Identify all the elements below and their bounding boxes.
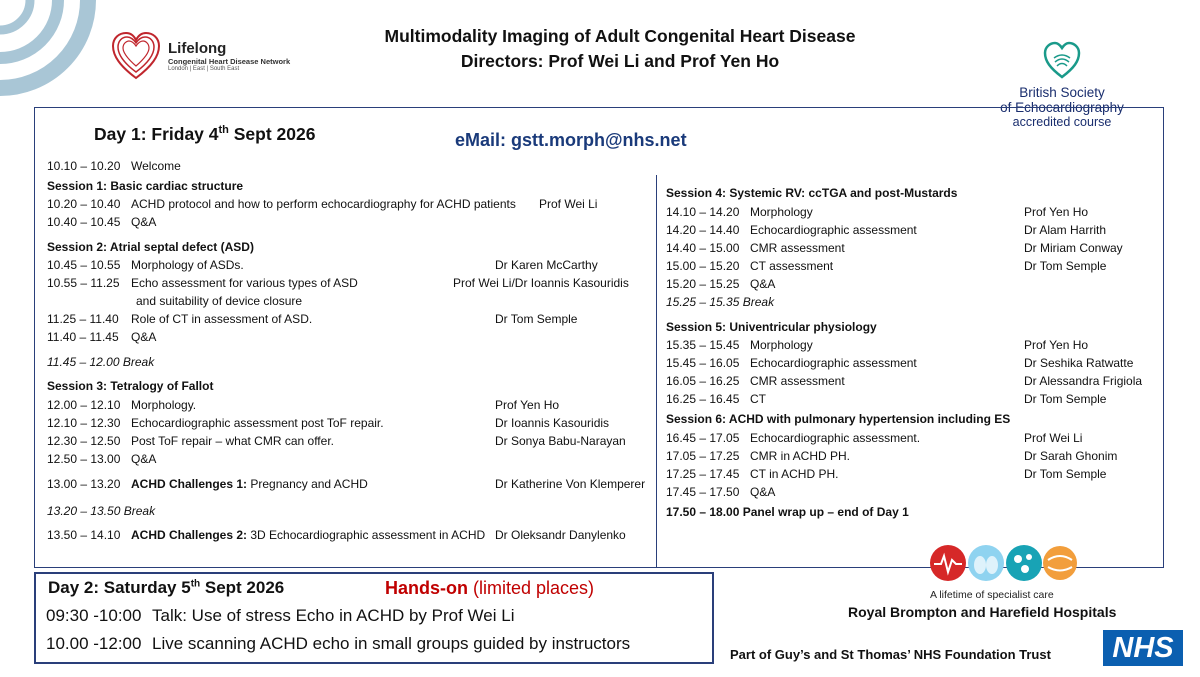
cells-icon	[1006, 545, 1042, 581]
schedule-time: 10.10 – 10.20	[47, 159, 121, 173]
schedule-time: 15.20 – 15.25	[666, 277, 740, 291]
schedule-row	[47, 276, 629, 291]
day1-heading: Day 1: Friday 4th Sept 2026	[94, 124, 316, 144]
schedule-time: 15.45 – 16.05	[666, 356, 740, 370]
schedule-row	[666, 392, 1107, 407]
schedule-time: 17.45 – 17.50	[666, 485, 740, 499]
schedule-speaker: Dr Alam Harrith	[1024, 223, 1107, 237]
contact-email[interactable]: eMail: gstt.morph@nhs.net	[455, 130, 687, 150]
schedule-row	[666, 241, 1123, 256]
schedule-topic: Echo assessment for various types of ASD	[131, 276, 358, 290]
schedule-row	[47, 258, 598, 273]
schedule-topic: Echocardiographic assessment	[750, 356, 917, 370]
schedule-speaker: Dr Katherine Von Klemperer	[495, 477, 646, 491]
lifelong-name: Lifelong	[168, 40, 227, 57]
schedule-time: 10.20 – 10.40	[47, 197, 121, 211]
schedule-time: 16.25 – 16.45	[666, 392, 740, 406]
schedule-topic: ACHD protocol and how to perform echocardiography for ACHD patients	[131, 197, 516, 211]
schedule-row	[47, 159, 181, 174]
schedule-topic: Morphology.	[131, 398, 197, 412]
schedule-time: 13.50 – 14.10	[47, 528, 121, 542]
schedule-speaker: Dr Seshika Ratwatte	[1024, 356, 1134, 370]
decorative-arcs-icon	[0, 0, 115, 110]
schedule-row	[666, 277, 775, 292]
schedule-row	[666, 259, 1107, 274]
schedule-row	[47, 477, 646, 492]
schedule-time: 12.50 – 13.00	[47, 452, 121, 466]
day2-row: 09:30 -10:00 Talk: Use of stress Echo in ACHD by Prof Wei Li	[46, 606, 515, 625]
schedule-speaker: Prof Yen Ho	[495, 398, 560, 412]
schedule-speaker: Dr Ioannis Kasouridis	[495, 416, 610, 430]
schedule-topic: Morphology	[750, 338, 813, 352]
schedule-speaker: Dr Alessandra Frigiola	[1024, 374, 1143, 388]
session-header: Session 6: ACHD with pulmonary hypertension including ES	[666, 412, 1011, 426]
schedule-time: 16.45 – 17.05	[666, 431, 740, 445]
bse-line-2: of Echocardiography	[1000, 100, 1124, 115]
schedule-row	[47, 434, 626, 449]
schedule-speaker: Dr Miriam Conway	[1024, 241, 1123, 255]
schedule-row	[47, 312, 578, 327]
schedule-row	[47, 215, 156, 230]
schedule-topic: Echocardiographic assessment.	[750, 431, 921, 445]
title-line-2: Directors: Prof Wei Li and Prof Yen Ho	[460, 51, 780, 71]
schedule-speaker: Prof Wei Li	[1024, 431, 1083, 445]
schedule-speaker: Dr Karen McCarthy	[495, 258, 598, 272]
schedule-topic: Echocardiographic assessment	[750, 223, 917, 237]
schedule-topic: CT in ACHD PH.	[750, 467, 839, 481]
schedule-row	[47, 416, 610, 431]
schedule-topic: CMR in ACHD PH.	[750, 449, 851, 463]
schedule-topic: Q&A	[750, 277, 776, 291]
schedule-row	[666, 374, 1143, 389]
rbh-logo-icons	[928, 542, 1078, 584]
bse-heart-icon	[1042, 40, 1082, 80]
lifelong-subtitle: Congenital Heart Disease Network	[168, 57, 291, 66]
schedule-time: 14.40 – 15.00	[666, 241, 740, 255]
schedule-speaker: Dr Sarah Ghonim	[1024, 449, 1118, 463]
schedule-speaker: Dr Tom Semple	[1024, 467, 1107, 481]
challenge-tag: ACHD Challenges 2:	[131, 528, 248, 542]
schedule-speaker: Dr Tom Semple	[495, 312, 578, 326]
schedule-time: 12.10 – 12.30	[47, 416, 121, 430]
schedule-row	[47, 452, 156, 467]
schedule-time: 17.25 – 17.45	[666, 467, 740, 481]
bse-line-3: accredited course	[1012, 115, 1112, 129]
page-title	[300, 24, 940, 74]
schedule-topic: Q&A	[131, 215, 157, 229]
schedule-time: 12.00 – 12.10	[47, 398, 121, 412]
schedule-topic: Welcome	[131, 159, 181, 173]
schedule-time: 12.30 – 12.50	[47, 434, 121, 448]
schedule-speaker: Dr Tom Semple	[1024, 392, 1107, 406]
schedule-topic: 3D Echocardiographic assessment in ACHD	[250, 528, 486, 542]
schedule-speaker: Dr Tom Semple	[1024, 259, 1107, 273]
schedule-time: 17.05 – 17.25	[666, 449, 740, 463]
day1-panel	[34, 107, 1164, 568]
schedule-time: 16.05 – 16.25	[666, 374, 740, 388]
lifelong-locations: London | East | South East	[168, 66, 240, 72]
column-divider	[656, 175, 657, 568]
break-row: 15.25 – 15.35 Break	[666, 295, 775, 309]
schedule-row	[666, 205, 1089, 220]
lungs-icon	[968, 545, 1004, 581]
schedule-row	[666, 449, 1118, 464]
schedule-row	[666, 338, 1089, 353]
schedule-topic: Morphology of ASDs.	[131, 258, 244, 272]
session-header: Session 4: Systemic RV: ccTGA and post-Mustards	[666, 186, 958, 200]
schedule-row	[666, 467, 1107, 482]
session-header: Session 3: Tetralogy of Fallot	[47, 379, 214, 393]
schedule-time: 11.40 – 11.45	[47, 330, 119, 344]
session-header: Session 2: Atrial septal defect (ASD)	[47, 240, 254, 254]
schedule-time: 11.25 – 11.40	[47, 312, 119, 326]
schedule-topic: CMR assessment	[750, 241, 845, 255]
schedule-row	[47, 330, 156, 345]
schedule-speaker: Dr Oleksandr Danylenko	[495, 528, 626, 542]
day2-heading: Day 2: Saturday 5th Sept 2026	[48, 578, 285, 597]
schedule-speaker: Prof Wei Li/Dr Ioannis Kasouridis	[453, 276, 629, 290]
schedule-speaker: Prof Yen Ho	[1024, 205, 1089, 219]
schedule-speaker: Prof Yen Ho	[1024, 338, 1089, 352]
day2-row: 10.00 -12:00 Live scanning ACHD echo in small groups guided by instructors	[46, 634, 631, 653]
schedule-time: 10.40 – 10.45	[47, 215, 121, 229]
title-line-1: Multimodality Imaging of Adult Congenital Heart Disease	[384, 26, 856, 46]
nhs-logo: NHS	[1103, 630, 1183, 666]
schedule-time: 10.55 – 11.25	[47, 276, 120, 290]
schedule-topic: CT	[750, 392, 766, 406]
schedule-time: 14.10 – 14.20	[666, 205, 740, 219]
bse-line-1: British Society	[1019, 85, 1105, 100]
session-header: Session 5: Univentricular physiology	[666, 320, 877, 334]
schedule-speaker: Prof Wei Li	[539, 197, 598, 211]
session-header: Session 1: Basic cardiac structure	[47, 179, 244, 193]
schedule-topic: CT assessment	[750, 259, 834, 273]
lifelong-heart-icon	[110, 30, 162, 82]
guys-trust-text: Part of Guy’s and St Thomas’ NHS Foundation Trust	[730, 647, 1051, 662]
challenge-tag: ACHD Challenges 1:	[131, 477, 248, 491]
schedule-speaker: Dr Sonya Babu-Narayan	[495, 434, 626, 448]
schedule-time: 14.20 – 14.40	[666, 223, 740, 237]
schedule-row	[666, 485, 775, 500]
schedule-time: 10.45 – 10.55	[47, 258, 121, 272]
break-row: 11.45 – 12.00 Break	[47, 355, 155, 369]
lifelong-logo	[110, 30, 290, 82]
schedule-topic: Post ToF repair – what CMR can offer.	[131, 434, 334, 448]
schedule-topic: Q&A	[131, 330, 157, 344]
schedule-topic: Role of CT in assessment of ASD.	[131, 312, 313, 326]
schedule-topic: Morphology	[750, 205, 813, 219]
schedule-row	[47, 528, 626, 543]
break-row: 13.20 – 13.50 Break	[47, 504, 156, 518]
rbh-name: Royal Brompton and Harefield Hospitals	[848, 604, 1117, 620]
schedule-row	[47, 398, 560, 413]
schedule-row	[666, 223, 1107, 238]
schedule-topic: Q&A	[131, 452, 157, 466]
schedule-time: 15.35 – 15.45	[666, 338, 740, 352]
schedule-topic: Echocardiographic assessment post ToF repair.	[131, 416, 384, 430]
schedule-continuation: and suitability of device closure	[136, 294, 303, 308]
schedule-topic: Q&A	[750, 485, 776, 499]
schedule-time: 15.00 – 15.20	[666, 259, 740, 273]
schedule-row	[666, 356, 1134, 371]
schedule-time: 13.00 – 13.20	[47, 477, 121, 491]
globe-icon	[1043, 546, 1077, 580]
schedule-topic: Pregnancy and ACHD	[250, 477, 368, 491]
hands-on-note: Hands-on (limited places)	[385, 578, 595, 598]
schedule-topic: CMR assessment	[750, 374, 845, 388]
wrap-up-row: 17.50 – 18.00 Panel wrap up – end of Day 1	[666, 505, 909, 519]
rbh-tagline: A lifetime of specialist care	[930, 589, 1054, 601]
schedule-row	[47, 197, 598, 212]
schedule-row	[666, 431, 1083, 446]
